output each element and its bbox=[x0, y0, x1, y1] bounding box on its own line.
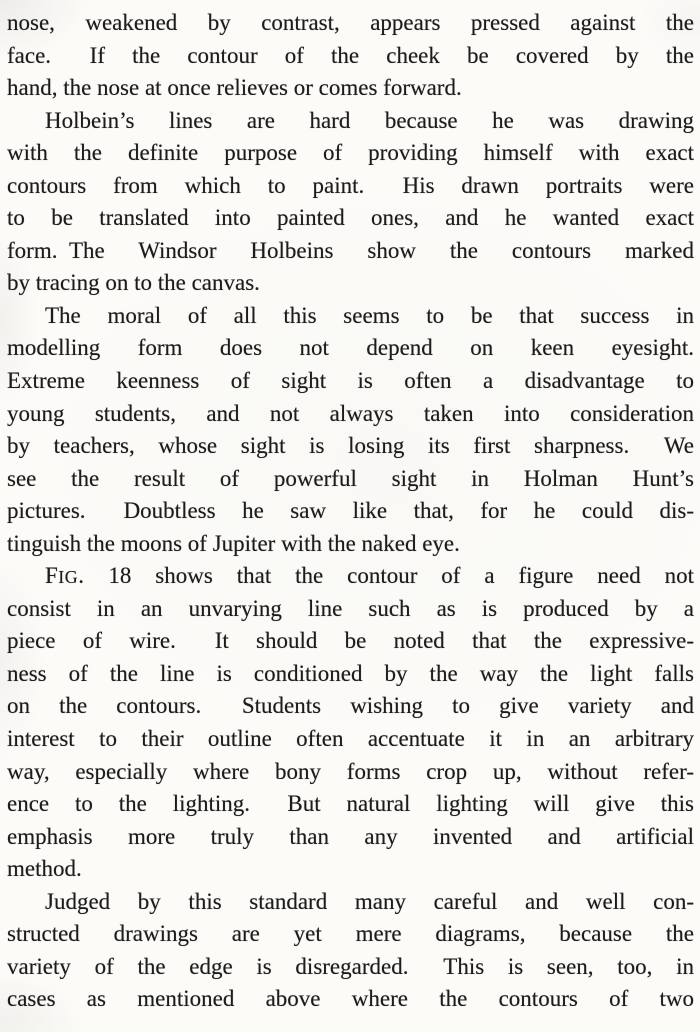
paragraph bbox=[7, 886, 694, 1016]
text-line: FIG. 18 shows that the contour of a figure need not bbox=[45, 563, 694, 589]
text-line: interest to their outline often accentuate it in an arbitrary bbox=[7, 726, 694, 752]
text-line: consist in an unvarying line such as is produced by a bbox=[7, 595, 694, 621]
text-line: method. bbox=[7, 856, 82, 882]
text-line: by teachers, whose sight is losing its first sharpness. We bbox=[7, 433, 694, 459]
paragraph bbox=[7, 105, 694, 300]
text-line: The moral of all this seems to be that success in bbox=[45, 302, 694, 328]
text-line: contours from which to paint. His drawn portraits were bbox=[7, 172, 694, 198]
text-line: with the definite purpose of providing himself with exact bbox=[7, 140, 694, 166]
text-line: young students, and not always taken into consideration bbox=[7, 400, 694, 426]
text-line: see the result of powerful sight in Holman Hunt’s bbox=[7, 465, 694, 491]
text-line: nose, weakened by contrast, appears pressed against the bbox=[7, 10, 694, 35]
paragraph bbox=[7, 7, 694, 105]
text-line: by tracing on to the canvas. bbox=[7, 270, 260, 296]
text-line: ness of the line is conditioned by the way the light falls bbox=[7, 660, 694, 686]
text-line: to be translated into painted ones, and he wanted exact bbox=[7, 205, 694, 231]
text-line: way, especially where bony forms crop up, without refer- bbox=[7, 758, 694, 784]
text-line: face. If the contour of the cheek be covered by the bbox=[7, 42, 694, 68]
paragraph bbox=[7, 560, 694, 885]
figure-label: FIG. bbox=[45, 563, 85, 589]
text-line: modelling form does not depend on keen eyesight. bbox=[7, 335, 694, 361]
text-line: form. The Windsor Holbeins show the contours marked bbox=[7, 237, 694, 263]
text-line: on the contours. Students wishing to give variety and bbox=[7, 693, 694, 719]
text-line: pictures. Doubtless he saw like that, for he could dis- bbox=[7, 498, 694, 524]
text-line: variety of the edge is disregarded. This is seen, too, in bbox=[7, 953, 694, 979]
text-line: cases as mentioned above where the contours of two bbox=[7, 986, 694, 1012]
text-line: piece of wire. It should be noted that the expressive- bbox=[7, 628, 694, 654]
text-line: Judged by this standard many careful and well con- bbox=[45, 888, 694, 914]
text-line: Extreme keenness of sight is often a disadvantage to bbox=[7, 368, 694, 394]
text-line: tinguish the moons of Jupiter with the naked eye. bbox=[7, 530, 460, 556]
text-line: ence to the lighting. But natural lighting will give this bbox=[7, 791, 694, 817]
text-line: hand, the nose at once relieves or comes forward. bbox=[7, 75, 462, 101]
text-line: structed drawings are yet mere diagrams, because the bbox=[7, 921, 694, 947]
text-line: Holbein’s lines are hard because he was drawing bbox=[45, 107, 694, 133]
paragraph bbox=[7, 300, 694, 560]
text-line: emphasis more truly than any invented and artificial bbox=[7, 823, 694, 849]
page-text bbox=[7, 7, 694, 1016]
